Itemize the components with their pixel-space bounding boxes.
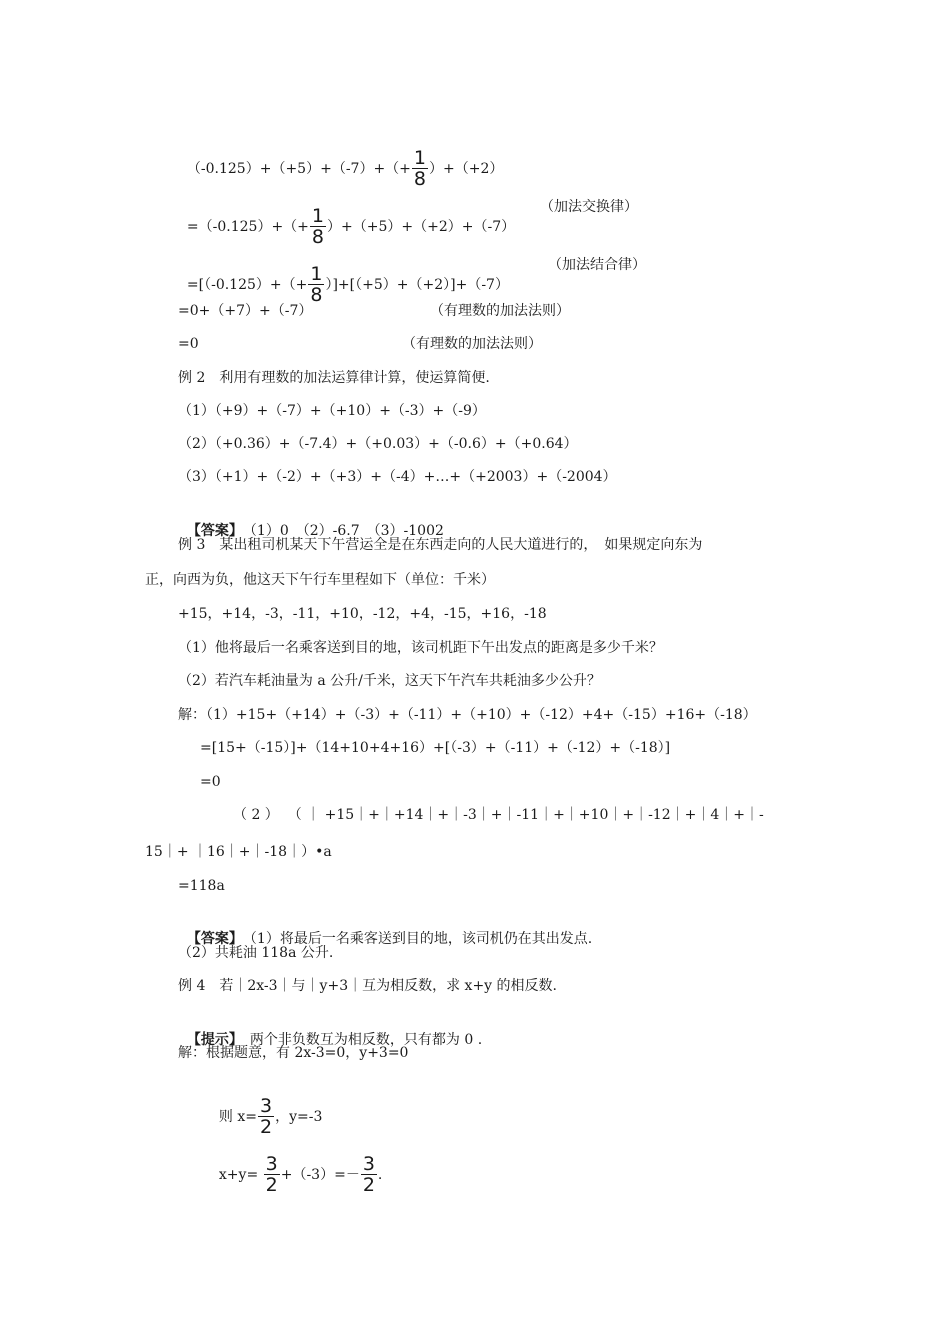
fraction: [264, 1154, 280, 1195]
example-4-title: 例 4 若｜2x-3｜与｜y+3｜互为相反数，求 x+y 的相反数.: [178, 978, 557, 994]
hint-text: 两个非负数互为相反数，只有都为 0 .: [249, 1032, 483, 1048]
equation-text: 则 x=: [218, 1108, 257, 1125]
equation-text: （-0.125）+（+5）+（-7）+（+: [186, 160, 411, 177]
law-note: （加法结合律）: [548, 257, 646, 273]
fraction: [412, 148, 428, 189]
answer-text: （1）0 （2）-6.7 （3）-1002: [249, 523, 444, 539]
fraction-numerator: 3: [362, 1153, 375, 1175]
hint-label: 【提示】: [186, 1032, 236, 1048]
answer-text: （1）将最后一名乘客送到目的地，该司机仍在其出发点.: [249, 931, 593, 947]
example-4-solution-1: 解：根据题意，有 2x-3=0，y+3=0: [178, 1045, 409, 1061]
example-3-mileage-data: +15，+14，-3，-11，+10，-12，+4，-15，+16，-18: [178, 606, 547, 622]
fraction-denominator: 8: [310, 284, 323, 306]
answer-label: 【答案】: [186, 523, 236, 539]
example-4-solution-2: [210, 1076, 322, 1137]
equation-text: +（-3）=－: [280, 1166, 360, 1183]
equation-text: ，y=-3: [275, 1108, 323, 1125]
answer-label: 【答案】: [186, 931, 236, 947]
equation-text: .: [377, 1166, 383, 1183]
equation-line-3: [178, 244, 509, 305]
fraction: [361, 1154, 377, 1195]
fraction-denominator: 8: [413, 168, 427, 190]
example-2-question-2: （2）（+0.36）+（-7.4）+（+0.03）+（-0.6）+（+0.64）: [178, 436, 578, 452]
example-3-solution-1: 解：（1）+15+（+14）+（-3）+（-11）+（+10）+（-12）+4+（-15）+16+（-18）: [178, 707, 757, 723]
equation-text: =[（-0.125）+（+: [186, 276, 308, 293]
fraction-numerator: 1: [413, 147, 427, 169]
fraction-denominator: 2: [259, 1116, 273, 1138]
example-3-solution-5: 15｜+ ｜16｜+｜-18｜）•a: [145, 844, 332, 860]
equation-text: =（-0.125）+（+: [186, 218, 309, 235]
equation-text: x+y=: [218, 1166, 259, 1183]
example-3-title-continued: 正，向西为负，他这天下午行车里程如下（单位：千米）: [145, 572, 495, 588]
law-note: （加法交换律）: [540, 199, 638, 215]
fraction-denominator: 2: [265, 1174, 278, 1196]
example-3-solution-2: =[15+（-15）]+（14+10+4+16）+[（-3）+（-11）+（-12）+（-18）]: [200, 740, 671, 756]
example-3-title: 例 3 某出租司机某天下午营运全是在东西走向的人民大道进行的， 如果规定向东为: [178, 537, 703, 553]
example-3-solution-3: =0: [200, 774, 221, 790]
law-note: （有理数的加法法则）: [402, 336, 542, 352]
equation-text: ）]+[（+5）+（+2）]+（-7）: [325, 276, 509, 293]
fraction: [258, 1096, 274, 1137]
fraction-numerator: 1: [310, 263, 323, 285]
example-4-solution-3: [210, 1134, 382, 1195]
law-note: （有理数的加法法则）: [430, 303, 570, 319]
equation-text: ）+（+2）: [429, 160, 504, 177]
fraction-denominator: 8: [311, 226, 325, 248]
fraction-numerator: 3: [259, 1095, 273, 1117]
example-2-question-1: （1）（+9）+（-7）+（+10）+（-3）+（-9）: [178, 403, 486, 419]
fraction-numerator: 1: [311, 205, 325, 227]
equation-line-5: =0: [178, 336, 199, 352]
equation-text: ）+（+5）+（+2）+（-7）: [327, 218, 516, 235]
example-2-title: 例 2 利用有理数的加法运算律计算，使运算简便.: [178, 370, 490, 386]
example-3-question-2: （2）若汽车耗油量为 a 公升/千米，这天下午汽车共耗油多少公升？: [178, 673, 601, 689]
equation-line-2: [178, 186, 515, 247]
fraction: [310, 206, 326, 247]
example-2-question-3: （3）（+1）+（-2）+（+3）+（-4）+…+（+2003）+（-2004）: [178, 469, 617, 485]
equation-line-4: =0+（+7）+（-7）: [178, 303, 313, 319]
fraction-numerator: 3: [265, 1153, 278, 1175]
example-3-solution-4: （ 2 ） （ ｜ +15｜+｜+14｜+｜-3｜+｜-11｜+｜+10｜+｜-12｜+｜4｜+｜-: [233, 807, 764, 823]
example-3-solution-6: =118a: [178, 878, 225, 894]
example-3-question-1: （1）他将最后一名乘客送到目的地，该司机距下午出发点的距离是多少千米？: [178, 640, 663, 656]
fraction: [308, 264, 324, 305]
example-3-answer-2: （2）共耗油 118a 公升.: [178, 945, 334, 961]
equation-line-1: [178, 128, 503, 189]
fraction-denominator: 2: [362, 1174, 375, 1196]
